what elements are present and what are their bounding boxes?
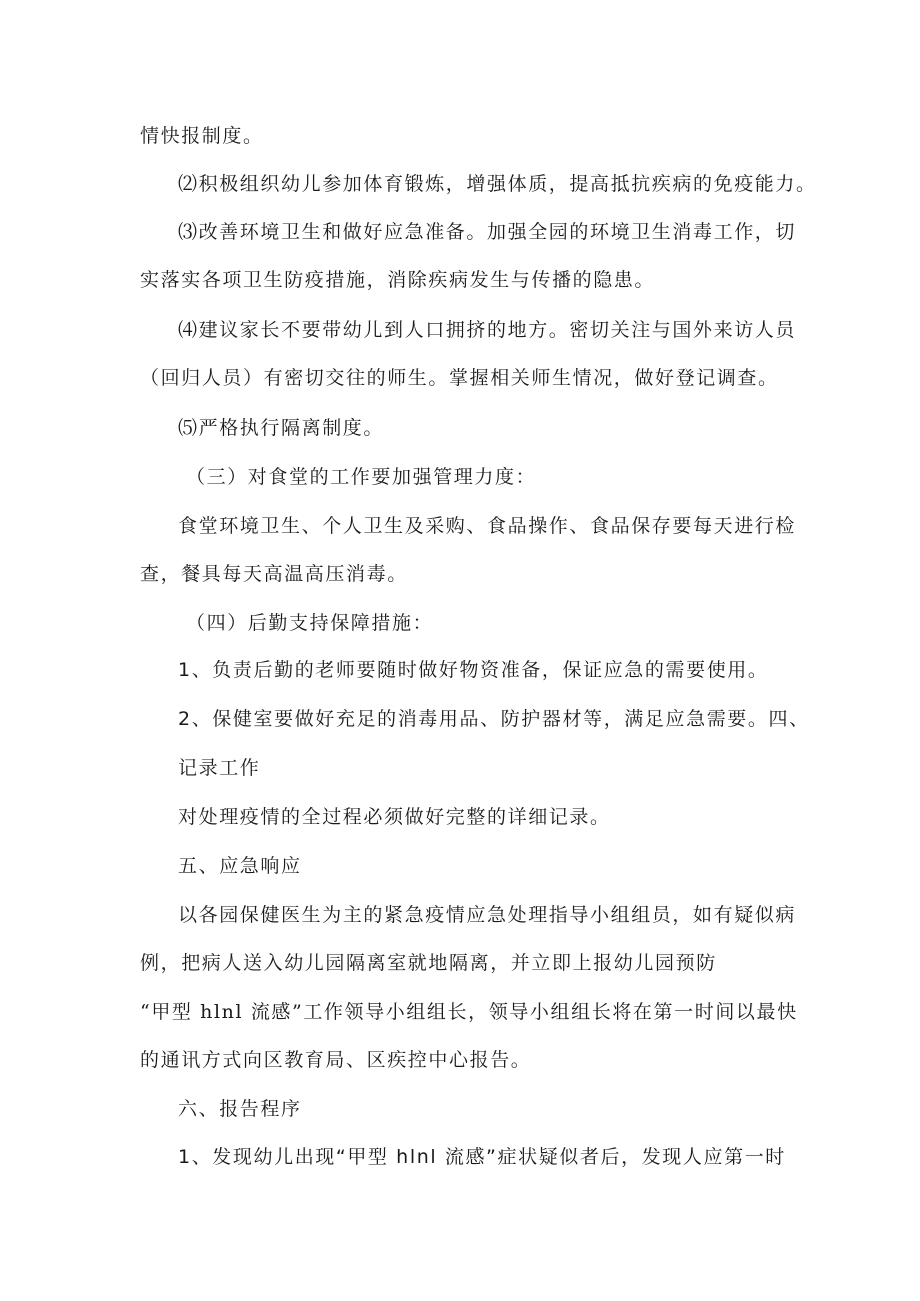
- section-heading: 记录工作: [178, 757, 261, 779]
- text-line: 情快报制度。: [140, 125, 264, 147]
- section-heading: （三）对食堂的工作要加强管理力度：: [186, 466, 537, 488]
- text-line: 食堂环境卫生、个人卫生及采购、食品操作、食品保存要每天进行检: [178, 515, 797, 537]
- text-line: 例，把病人送入幼儿园隔离室就地隔离，并立即上报幼儿园预防: [140, 952, 717, 974]
- section-heading: 五、应急响应: [178, 855, 302, 877]
- text-line: （回归人员）有密切交往的师生。掌握相关师生情况，做好登记调查。: [140, 367, 779, 389]
- text-line: 以各园保健医生为主的紧急疫情应急处理指导小组组员，如有疑似病: [178, 904, 797, 926]
- text-line: ⑵积极组织幼儿参加体育锻炼，增强体质，提高抵抗疾病的免疫能力。: [178, 173, 817, 195]
- text-line: 实落实各项卫生防疫措施，消除疾病发生与传播的隐患。: [140, 269, 656, 291]
- section-heading: 六、报告程序: [178, 1098, 302, 1120]
- text-line: 对处理疫情的全过程必须做好完整的详细记录。: [178, 806, 611, 828]
- text-line: ⑷建议家长不要带幼儿到人口拥挤的地方。密切关注与国外来访人员: [178, 319, 797, 341]
- text-line: ⑸严格执行隔离制度。: [178, 417, 385, 439]
- list-item: 1、负责后勤的老师要随时做好物资准备，保证应急的需要使用。: [178, 659, 769, 681]
- section-heading: （四）后勤支持保障措施：: [186, 612, 434, 634]
- list-item: 2、保健室要做好充足的消毒用品、防护器材等，满足应急需要。四、: [178, 708, 810, 730]
- list-item: 1、发现幼儿出现“甲型 hlnl 流感”症状疑似者后，发现人应第一时: [178, 1146, 786, 1168]
- text-line: 查，餐具每天高温高压消毒。: [140, 563, 408, 585]
- text-line: 的通讯方式向区教育局、区疾控中心报告。: [140, 1049, 532, 1071]
- text-line: ⑶改善环境卫生和做好应急准备。加强全园的环境卫生消毒工作，切: [178, 221, 797, 243]
- text-line: “甲型 hlnl 流感”工作领导小组组长，领导小组组长将在第一时间以最快: [140, 1001, 798, 1023]
